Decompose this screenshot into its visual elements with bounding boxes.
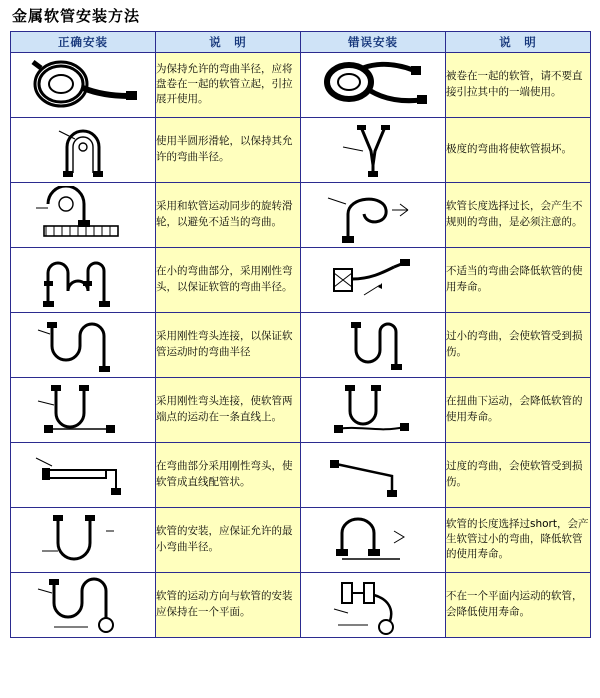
wrong-description: 在扭曲下运动，会降低软管的使用寿命。 (446, 377, 591, 442)
table-header (11, 31, 591, 52)
column-header-wrong-description: 说 明 (446, 31, 591, 52)
excess-length-wrong-icon (301, 507, 446, 572)
wrong-description: 过度的弯曲，会使软管受到损伤。 (446, 442, 591, 507)
too-small-bend-wrong-icon (301, 312, 446, 377)
semicircle-pulley-correct-icon (11, 117, 156, 182)
table-row (11, 507, 591, 572)
table-header-row (11, 31, 591, 52)
table-row (11, 312, 591, 377)
table-row (11, 52, 591, 117)
column-header-correct-description: 说 明 (156, 31, 301, 52)
correct-description: 在弯曲部分采用刚性弯头，使软管成直线配管状。 (156, 442, 301, 507)
correct-description: 采用刚性弯头连接，以保证软管运动时的弯曲半径 (156, 312, 301, 377)
table-body (11, 52, 591, 637)
page-title: 金属软管安装方法 (12, 7, 141, 25)
min-bend-radius-correct-icon (11, 507, 156, 572)
correct-description: 采用和软管运动同步的旋转滑轮，以避免不适当的弯曲。 (156, 182, 301, 247)
correct-description: 采用刚性弯头连接，使软管两端点的运动在一条直线上。 (156, 377, 301, 442)
sharp-bend-wrong-icon (301, 117, 446, 182)
wrong-description: 过小的弯曲，会使软管受到损伤。 (446, 312, 591, 377)
sync-rotating-pulley-correct-icon (11, 182, 156, 247)
coiled-hose-wrong-icon (301, 52, 446, 117)
improper-bend-wrong-icon (301, 247, 446, 312)
correct-description: 为保持允许的弯曲半径，应将盘卷在一起的软管立起，引拉展开使用。 (156, 52, 301, 117)
correct-description: 软管的安装，应保证允许的最小弯曲半径。 (156, 507, 301, 572)
column-header-correct-install: 正确安装 (11, 31, 156, 52)
too-long-hose-wrong-icon (301, 182, 446, 247)
straight-line-motion-correct-icon (11, 377, 156, 442)
straight-pipe-with-elbow-correct-icon (11, 442, 156, 507)
wrong-description: 被卷在一起的软管，请不要直接引拉其中的一端使用。 (446, 52, 591, 117)
wrong-description: 极度的弯曲将使软管损坏。 (446, 117, 591, 182)
coiled-hose-correct-icon (11, 52, 156, 117)
wrong-description: 不在一个平面内运动的软管，会降低使用寿命。 (446, 572, 591, 637)
out-of-plane-motion-wrong-icon (301, 572, 446, 637)
rigid-elbow-connection-correct-icon (11, 312, 156, 377)
table-row (11, 182, 591, 247)
correct-description: 使用半圆形滑轮，以保持其允许的弯曲半径。 (156, 117, 301, 182)
excessive-bend-wrong-icon (301, 442, 446, 507)
column-header-wrong-install: 错误安装 (301, 31, 446, 52)
table-row (11, 247, 591, 312)
table-row (11, 377, 591, 442)
wrong-description: 软管长度选择过长，会产生不规则的弯曲，是必须注意的。 (446, 182, 591, 247)
correct-description: 在小的弯曲部分，采用刚性弯头，以保证软管的弯曲半径。 (156, 247, 301, 312)
table-row (11, 572, 591, 637)
wrong-description: 软管的长度选择过short，会产生软管过小的弯曲，降低软管的使用寿命。 (446, 507, 591, 572)
installation-methods-table (10, 31, 591, 638)
same-plane-motion-correct-icon (11, 572, 156, 637)
wrong-description: 不适当的弯曲会降低软管的使用寿命。 (446, 247, 591, 312)
rigid-bend-small-radius-correct-icon (11, 247, 156, 312)
table-row (11, 442, 591, 507)
table-row (11, 117, 591, 182)
correct-description: 软管的运动方向与软管的安装应保持在一个平面。 (156, 572, 301, 637)
twisted-bend-wrong-icon (301, 377, 446, 442)
